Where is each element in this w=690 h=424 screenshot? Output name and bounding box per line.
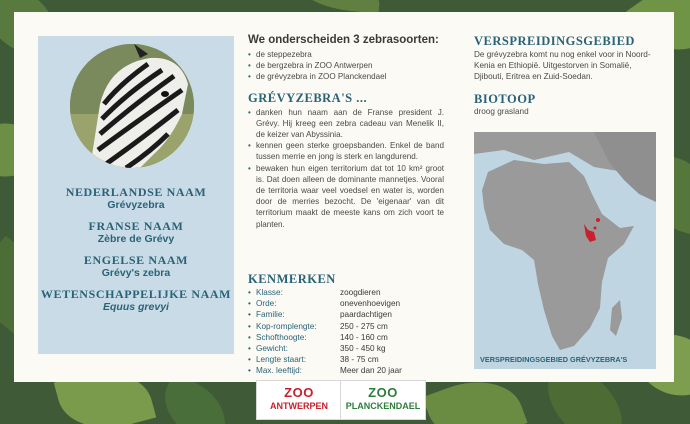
row-value: paardachtigen	[340, 310, 392, 320]
row-value: 350 - 450 kg	[340, 344, 386, 354]
grevy-heading: GRÉVYZEBRA'S ...	[248, 90, 368, 105]
right-column	[474, 34, 658, 117]
row-key: • Familie:	[248, 309, 340, 320]
logo-wordmark	[341, 385, 425, 400]
row-key: • Gewicht:	[248, 343, 340, 354]
row-value: Meer dan 20 jaar	[340, 366, 402, 376]
row-value: 140 - 160 cm	[340, 332, 388, 342]
row-key: • Klasse:	[248, 287, 340, 298]
name-heading: FRANSE NAAM	[88, 219, 184, 233]
logo-place: PLANCKENDAEL	[345, 401, 421, 411]
row-value: zoogdieren	[340, 288, 381, 297]
table-row	[248, 309, 444, 320]
row-value: 38 - 75 cm	[340, 355, 379, 365]
list-item: • danken hun naam aan de Franse president J. Grévy. Hij kreeg een zebra cadeau van Menelik II, de keizer van Abyssinia.	[248, 107, 444, 141]
africa-map	[474, 132, 656, 369]
map-caption: VERSPREIDINGSGEBIED GRÉVYZEBRA'S	[480, 355, 628, 364]
intro-list	[248, 49, 444, 83]
distribution-map	[474, 132, 656, 369]
biotoop-heading: BIOTOOP	[474, 92, 536, 106]
table-row	[248, 343, 444, 354]
name-heading: NEDERLANDSE NAAM	[65, 185, 207, 199]
logo-zoo-text: ZOO	[284, 385, 314, 400]
grevy-list	[248, 107, 444, 230]
list-item: • de grévyzebra in ZOO Planckendael	[248, 71, 444, 82]
verspreiding-heading: VERSPREIDINGSGEBIED	[474, 34, 635, 48]
name-french	[38, 220, 234, 246]
row-value: 250 - 275 cm	[340, 321, 388, 331]
name-value: Grévyzebra	[107, 199, 165, 211]
row-key: • Orde:	[248, 298, 340, 309]
row-key: • Schofthoogte:	[248, 332, 340, 343]
list-item: • kennen geen sterke groepsbanden. Enkel de band tussen merrie en jong is sterk en langdurend.	[248, 140, 444, 162]
logo-place: ANTWERPEN	[270, 401, 328, 411]
row-key: • Lengte staart:	[248, 354, 340, 365]
table-row	[248, 298, 444, 309]
logo-wordmark	[257, 385, 341, 400]
name-value: Zèbre de Grévy	[97, 233, 175, 245]
list-item: • de bergzebra in ZOO Antwerpen	[248, 60, 444, 71]
zebra-illustration	[70, 44, 194, 168]
table-row	[248, 354, 444, 365]
kenmerken-section	[248, 272, 444, 377]
row-value: onevenhoevigen	[340, 299, 401, 309]
row-key: • Kop-romplengte:	[248, 321, 340, 332]
name-dutch	[38, 186, 234, 212]
table-row	[248, 332, 444, 343]
names-list	[38, 186, 234, 322]
kenmerken-heading: KENMERKEN	[248, 272, 336, 286]
table-row	[248, 287, 444, 298]
intro-title: We onderscheiden 3 zebrasoorten:	[248, 34, 439, 46]
name-heading: WETENSCHAPPELIJKE NAAM	[40, 287, 232, 301]
name-english	[38, 254, 234, 280]
name-heading: ENGELSE NAAM	[83, 253, 189, 267]
biotoop-text: droog grasland	[474, 107, 529, 116]
name-scientific	[38, 288, 234, 314]
zebra-photo	[70, 44, 194, 168]
table-row	[248, 365, 444, 376]
logo-zoo-text: ZOO	[368, 385, 398, 400]
row-key: • Max. leeftijd:	[248, 365, 340, 376]
verspreiding-text: De grévyzebra komt nu nog enkel voor in Noord-Kenia en Ethiopië. Uitgestorven in Somalië, Djibouti, Eritrea en Zuid-Soedan.	[474, 50, 651, 81]
logo-zoo-antwerpen[interactable]	[256, 380, 342, 420]
list-item: • de steppezebra	[248, 49, 444, 60]
table-row	[248, 321, 444, 332]
name-value: Equus grevyi	[103, 301, 169, 313]
logo-zoo-planckendael[interactable]	[340, 380, 426, 420]
list-item: • bewaken hun eigen territorium dat tot 10 km² groot is. Dat doen alleen de dominante mannetjes. Vooral de territoria waar veel voedsel en water is, worden door de merries bezocht. De 'eigenaar' van dit territorium maakt de meeste kans om zich voort te planten.	[248, 163, 444, 230]
name-value: Grévy's zebra	[101, 267, 171, 279]
middle-column	[248, 34, 444, 230]
